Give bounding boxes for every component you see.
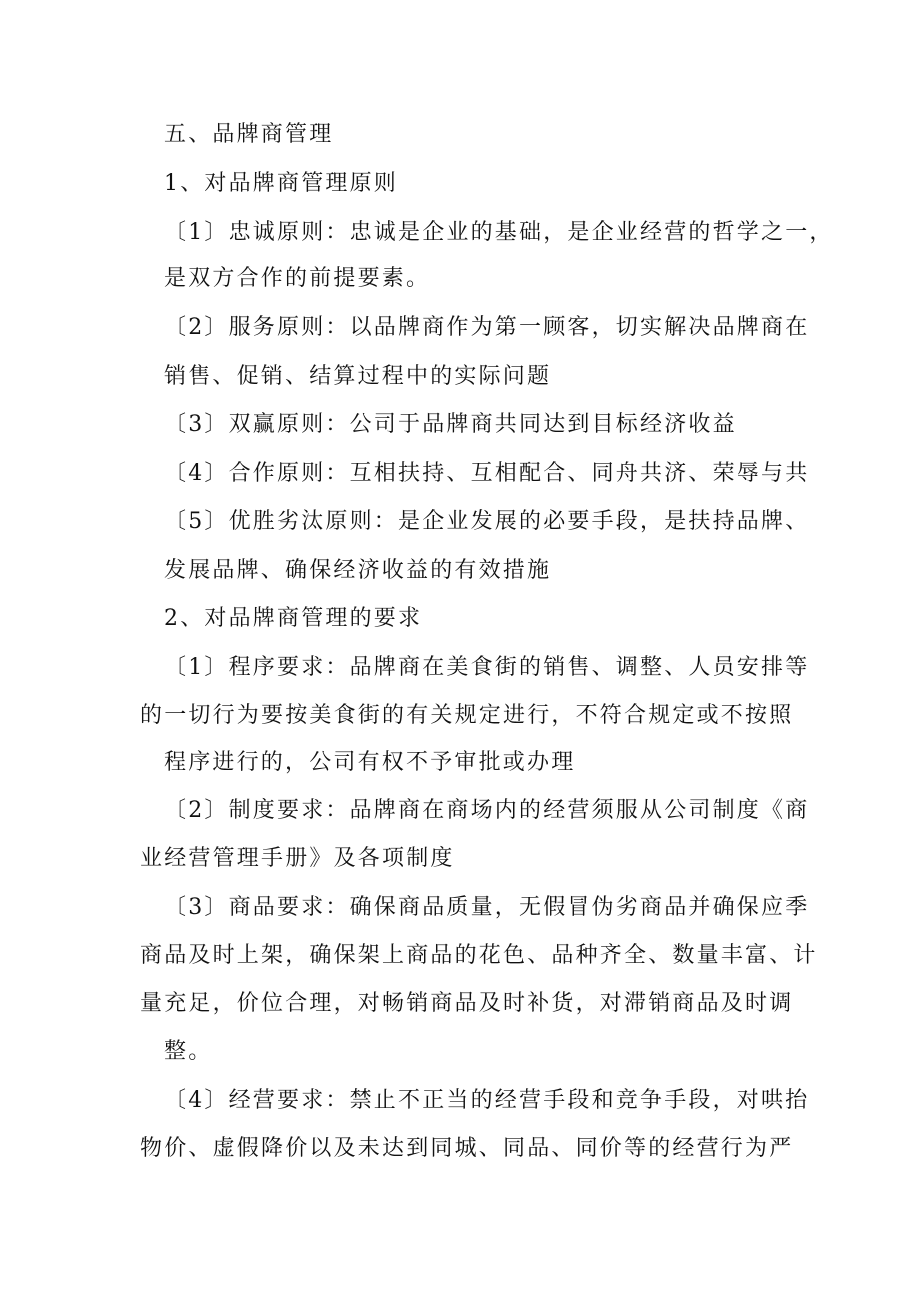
subsection-1-title: 1、对品牌商管理原则 <box>164 171 398 196</box>
requirement-3-line-2: 商品及时上架，确保架上商品的花色、品种齐全、数量丰富、计 <box>140 943 818 968</box>
requirement-2-line-2: 业经营管理手册》及各项制度 <box>140 846 455 871</box>
requirement-1-line-1: 〔1〕程序要求：品牌商在美食街的销售、调整、人员安排等 <box>164 655 810 680</box>
principle-5-line-2: 发展品牌、确保经济收益的有效措施 <box>164 558 552 583</box>
requirement-4-line-1: 〔4〕经营要求：禁止不正当的经营手段和竞争手段，对哄抬 <box>164 1088 810 1113</box>
principle-1-line-1: 〔1〕忠诚原则：忠诚是企业的基础，是企业经营的哲学之一， <box>164 220 834 245</box>
requirement-2-line-1: 〔2〕制度要求：品牌商在商场内的经营须服从公司制度《商 <box>164 798 810 823</box>
requirement-1-line-2: 的一切行为要按美食街的有关规定进行，不符合规定或不按照 <box>140 703 794 728</box>
requirement-3-line-1: 〔3〕商品要求：确保商品质量，无假冒伪劣商品并确保应季 <box>164 895 810 920</box>
principle-4: 〔4〕合作原则：互相扶持、互相配合、同舟共济、荣辱与共 <box>164 461 810 486</box>
subsection-2-title: 2、对品牌商管理的要求 <box>164 606 423 631</box>
principle-1-line-2: 是双方合作的前提要素。 <box>164 266 431 291</box>
principle-5-line-1: 〔5〕优胜劣汰原则：是企业发展的必要手段，是扶持品牌、 <box>164 509 810 534</box>
requirement-4-line-2: 物价、虚假降价以及未达到同城、同品、同价等的经营行为严 <box>140 1136 794 1161</box>
requirement-3-line-4: 整。 <box>164 1039 213 1064</box>
principle-2-line-1: 〔2〕服务原则：以品牌商作为第一顾客，切实解决品牌商在 <box>164 315 810 340</box>
section-heading: 五、品牌商管理 <box>164 122 334 147</box>
requirement-3-line-3: 量充足，价位合理，对畅销商品及时补货，对滞销商品及时调 <box>140 991 794 1016</box>
principle-3: 〔3〕双赢原则：公司于品牌商共同达到目标经济收益 <box>164 412 737 437</box>
principle-2-line-2: 销售、促销、结算过程中的实际问题 <box>164 364 552 389</box>
requirement-1-line-3: 程序进行的，公司有权不予审批或办理 <box>164 750 576 775</box>
